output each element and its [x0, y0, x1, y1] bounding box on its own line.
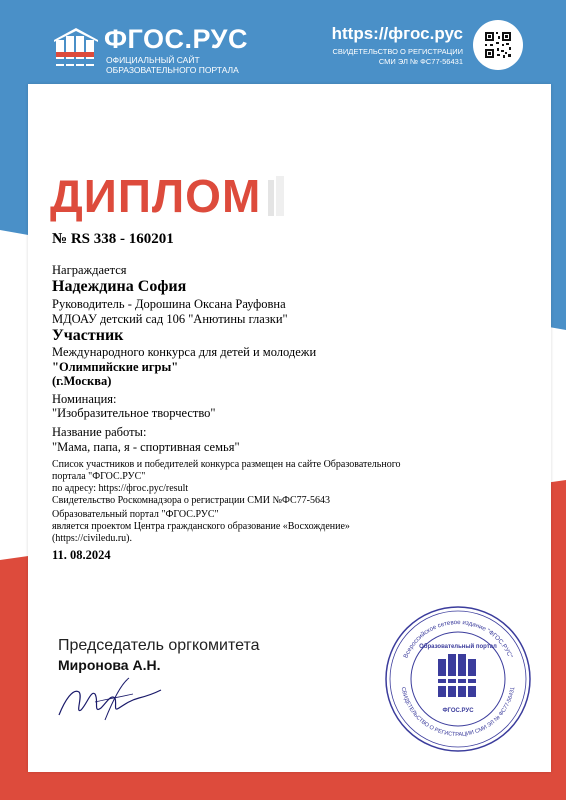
diploma-title: [50, 172, 300, 222]
stamp-seal: [383, 604, 533, 754]
recipient-name: Надеждина София: [52, 278, 187, 295]
nomination: "Изобразительное творчество": [52, 406, 216, 420]
fgos-logo-icon: [54, 28, 98, 68]
awarded-label: Награждается: [52, 263, 127, 277]
site-url: https://фгос.рус: [331, 24, 463, 43]
header: [0, 0, 566, 82]
brand-subtitle-line: ОФИЦИАЛЬНЫЙ САЙТ: [106, 55, 200, 65]
portal-line: (https://civiledu.ru).: [52, 533, 132, 544]
stamp-center-bottom: ФГОС.РУС: [442, 708, 474, 714]
brand-name: ФГОС.РУС: [104, 24, 248, 54]
diploma-title-text: ДИПЛОМ: [50, 172, 262, 222]
brand-subtitle-line: ОБРАЗОВАТЕЛЬНОГО ПОРТАЛА: [106, 65, 239, 75]
info-line: Свидетельство Роскомнадзора о регистрации СМИ №ФС77-5643: [52, 495, 330, 506]
registration-line: СВИДЕТЕЛЬСТВО О РЕГИСТРАЦИИ: [332, 47, 463, 56]
stamp-bottom-text: СВИДЕТЕЛЬСТВО О РЕГИСТРАЦИИ СМИ ЭЛ № ФС77-56431: [399, 686, 517, 739]
organization: МДОАУ детский сад 106 "Анютины глазки": [52, 312, 288, 326]
portal-line: Образовательный портал "ФГОС.РУС": [52, 509, 219, 520]
city: (г.Москва): [52, 374, 112, 388]
registration-info: [332, 47, 463, 67]
diploma-number: № RS 338 - 160201: [52, 231, 174, 247]
chair-name: Миронова А.Н.: [58, 657, 161, 673]
qr-code-icon: [473, 20, 523, 70]
info-line: по адресу: https://фгос.рус/result: [52, 483, 189, 494]
status: Участник: [52, 327, 124, 344]
chair-title: Председатель оргкомитета: [58, 637, 260, 654]
stamp-top-text: Всероссийское сетевое издание "ФГОС.РУС": [402, 618, 514, 660]
info-line: Список участников и победителей конкурса размещен на сайте Образовательного: [52, 459, 401, 470]
contest-name: "Олимпийские игры": [52, 360, 179, 374]
work-label: Название работы:: [52, 425, 147, 439]
qr-badge: [473, 20, 523, 70]
stamp-center-top: Образовательный портал: [419, 644, 497, 650]
info-line: портала "ФГОС.РУС": [52, 471, 146, 482]
nomination-label: Номинация:: [52, 392, 117, 406]
contest: Международного конкурса для детей и молодежи: [52, 345, 317, 359]
brand-subtitle: [106, 55, 239, 75]
portal-line: является проектом Центра гражданского образование «Восхождение»: [52, 521, 350, 532]
portal-info: [52, 509, 350, 545]
supervisor: Руководитель - Дорошина Оксана Рауфовна: [52, 297, 286, 311]
work-title: "Мама, папа, я - спортивная семья": [52, 440, 240, 454]
issue-date: 11. 08.2024: [52, 548, 111, 562]
results-info: [52, 459, 401, 507]
registration-line: СМИ ЭЛ № ФС77-56431: [378, 57, 463, 66]
signature-icon: [55, 670, 165, 725]
